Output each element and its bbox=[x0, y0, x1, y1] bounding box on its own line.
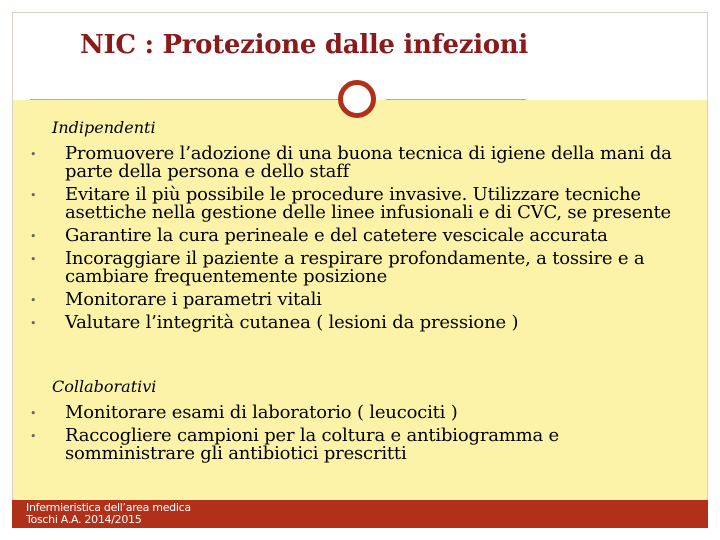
list-item bbox=[0, 250, 685, 286]
section-heading-collaborativi: Collaborativi bbox=[52, 377, 157, 396]
bullet-icon: • bbox=[30, 317, 37, 330]
list-item bbox=[0, 291, 685, 309]
list-item-text: Raccogliere campioni per la coltura e antibiogramma e somministrare gli antibiotici prescritti bbox=[65, 425, 560, 464]
list-item-text: Incoraggiare il paziente a respirare profondamente, a tossire e a cambiare frequentemente posizione bbox=[65, 248, 645, 287]
list-item bbox=[0, 314, 685, 332]
list-item-text: Valutare l’integrità cutanea ( lesioni da pressione ) bbox=[65, 312, 519, 333]
list-item-text: Evitare il più possibile le procedure invasive. Utilizzare tecniche asettiche nella gestione delle linee infusionali e di CVC, se presente bbox=[65, 184, 671, 223]
bullet-icon: • bbox=[30, 407, 37, 420]
slide-title: NIC : Protezione dalle infezioni bbox=[80, 30, 528, 60]
divider-right bbox=[386, 99, 526, 100]
list-item-text: Garantire la cura perineale e del catetere vescicale accurata bbox=[65, 225, 608, 246]
list-item bbox=[0, 145, 685, 181]
bullet-icon: • bbox=[30, 230, 37, 243]
list-item-text: Monitorare esami di laboratorio ( leucociti ) bbox=[65, 402, 458, 423]
list-item bbox=[0, 186, 685, 222]
list-item-text: Monitorare i parametri vitali bbox=[65, 289, 322, 310]
list-item bbox=[0, 427, 685, 463]
section-heading-indipendenti: Indipendenti bbox=[52, 118, 156, 137]
circle-ornament-icon bbox=[338, 80, 376, 118]
bullet-icon: • bbox=[30, 253, 37, 266]
bullet-icon: • bbox=[30, 430, 37, 443]
footer-author-year: Toschi A.A. 2014/2015 bbox=[26, 513, 142, 526]
footer-text bbox=[26, 502, 191, 526]
collaborativi-list bbox=[0, 404, 685, 468]
indipendenti-list bbox=[0, 145, 685, 337]
bullet-icon: • bbox=[30, 189, 37, 202]
footer-course: Infermieristica dell’area medica bbox=[26, 501, 191, 514]
list-item-text: Promuovere l’adozione di una buona tecnica di igiene della mani da parte della persona e dello staff bbox=[65, 143, 672, 182]
bullet-icon: • bbox=[30, 148, 37, 161]
list-item bbox=[0, 404, 685, 422]
list-item bbox=[0, 227, 685, 245]
bullet-icon: • bbox=[30, 294, 37, 307]
divider-left bbox=[30, 99, 340, 100]
